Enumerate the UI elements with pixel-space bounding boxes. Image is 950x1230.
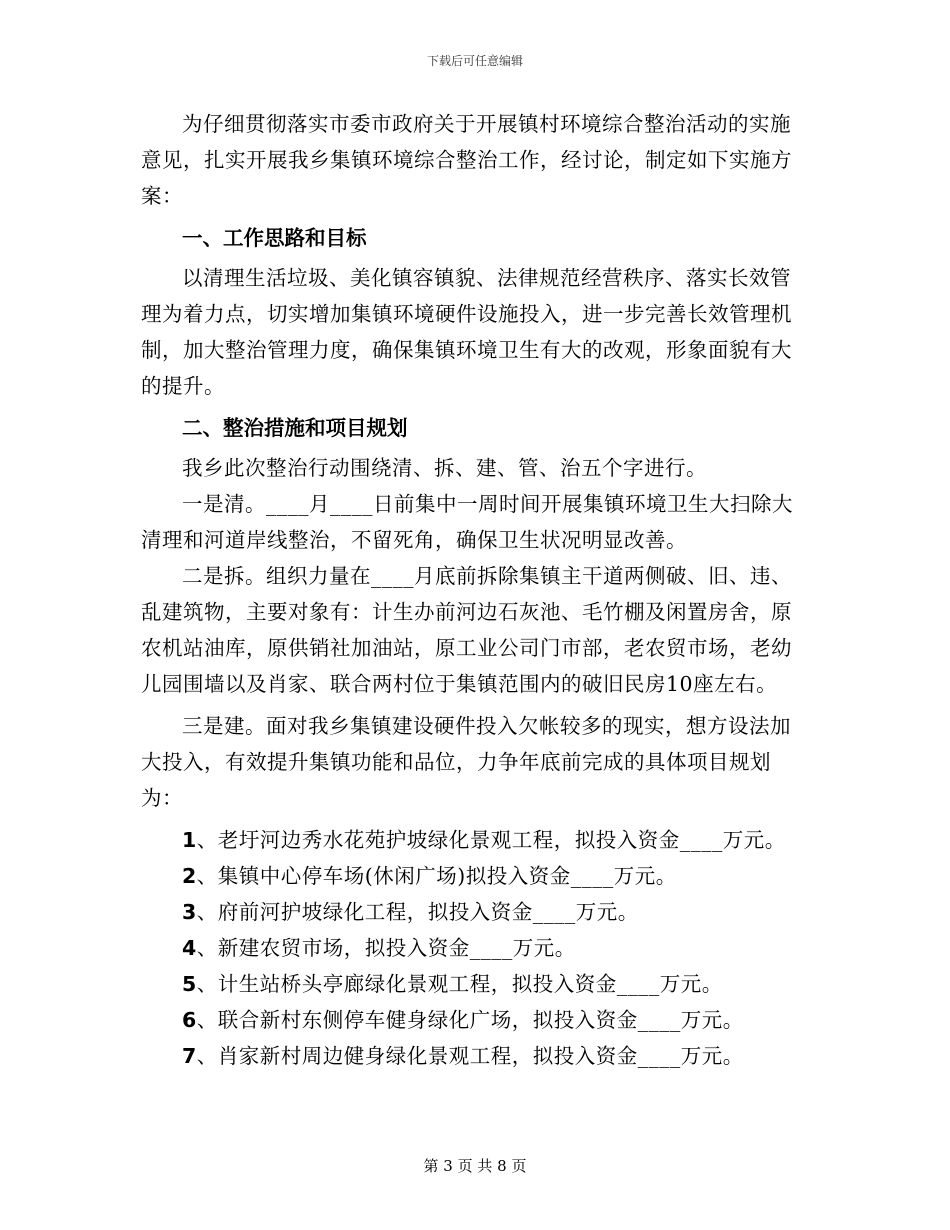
list-item	[141, 822, 811, 858]
list-item-text: 、计生站桥头亭廊绿化景观工程，拟投入资金____万元。	[196, 972, 723, 996]
section-heading-goals: 一、工作思路和目标	[182, 226, 367, 250]
section-heading-measures: 二、整治措施和项目规划	[182, 416, 408, 440]
chai-paragraph: 二是拆。组织力量在____月底前拆除集镇主干道两侧破、旧、违、乱建筑物，主要对象有：计生办前河边石灰池、毛竹棚及闲置房舍，原农机站油库，原供销社加油站，原工业公司门市部，老农贸市场，老幼儿园围墙以及肖家、联合两村位于集镇范围内的破旧民房10座左右。	[141, 564, 792, 696]
list-item-text: 、集镇中心停车场(休闲广场)拟投入资金____万元。	[196, 864, 677, 888]
list-item	[141, 858, 811, 894]
list-item	[141, 966, 811, 1002]
list-item-text: 、新建农贸市场，拟投入资金____万元。	[196, 936, 576, 960]
list-item-number: 4	[182, 936, 197, 960]
list-item-text: 、老圩河边秀水花苑护坡绿化景观工程，拟投入资金____万元。	[196, 828, 786, 852]
list-item-number: 1	[182, 828, 197, 852]
intro-paragraph: 为仔细贯彻落实市委市政府关于开展镇村环境综合整治活动的实施意见，扎实开展我乡集镇环境综合整治工作，经讨论，制定如下实施方案：	[141, 112, 792, 208]
list-item-number: 2	[182, 864, 197, 888]
project-list	[141, 822, 811, 1074]
list-item-number: 7	[182, 1044, 197, 1068]
list-item-text: 、府前河护坡绿化工程，拟投入资金____万元。	[196, 900, 639, 924]
list-item	[141, 894, 811, 930]
goals-paragraph: 以清理生活垃圾、美化镇容镇貌、法律规范经营秩序、落实长效管理为着力点，切实增加集镇环境硬件设施投入，进一步完善长效管理机制，加大整治管理力度，确保集镇环境卫生有大的改观，形象面貌有大的提升。	[141, 266, 792, 398]
download-note: 下载后可任意编辑	[426, 54, 523, 68]
list-item	[141, 1002, 811, 1038]
measures-lead-paragraph: 我乡此次整治行动围绕清、拆、建、管、治五个字进行。	[182, 456, 707, 480]
list-item	[141, 1038, 811, 1074]
list-item-text: 、肖家新村周边健身绿化景观工程，拟投入资金____万元。	[196, 1044, 744, 1068]
list-item-number: 3	[182, 900, 197, 924]
list-item-number: 5	[182, 972, 197, 996]
document-body	[141, 106, 811, 1074]
jian-paragraph: 三是建。面对我乡集镇建设硬件投入欠帐较多的现实，想方设法加大投入，有效提升集镇功能和品位，力争年底前完成的具体项目规划为：	[141, 714, 791, 810]
list-item-number: 6	[182, 1008, 197, 1032]
list-item	[141, 930, 811, 966]
qing-paragraph: 一是清。____月____日前集中一周时间开展集镇环境卫生大扫除大清理和河道岸线整治，不留死角，确保卫生状况明显改善。	[141, 492, 793, 552]
list-item-text: 、联合新村东侧停车健身绿化广场，拟投入资金____万元。	[196, 1008, 744, 1032]
page-number: 第 3 页 共 8 页	[423, 1157, 527, 1175]
